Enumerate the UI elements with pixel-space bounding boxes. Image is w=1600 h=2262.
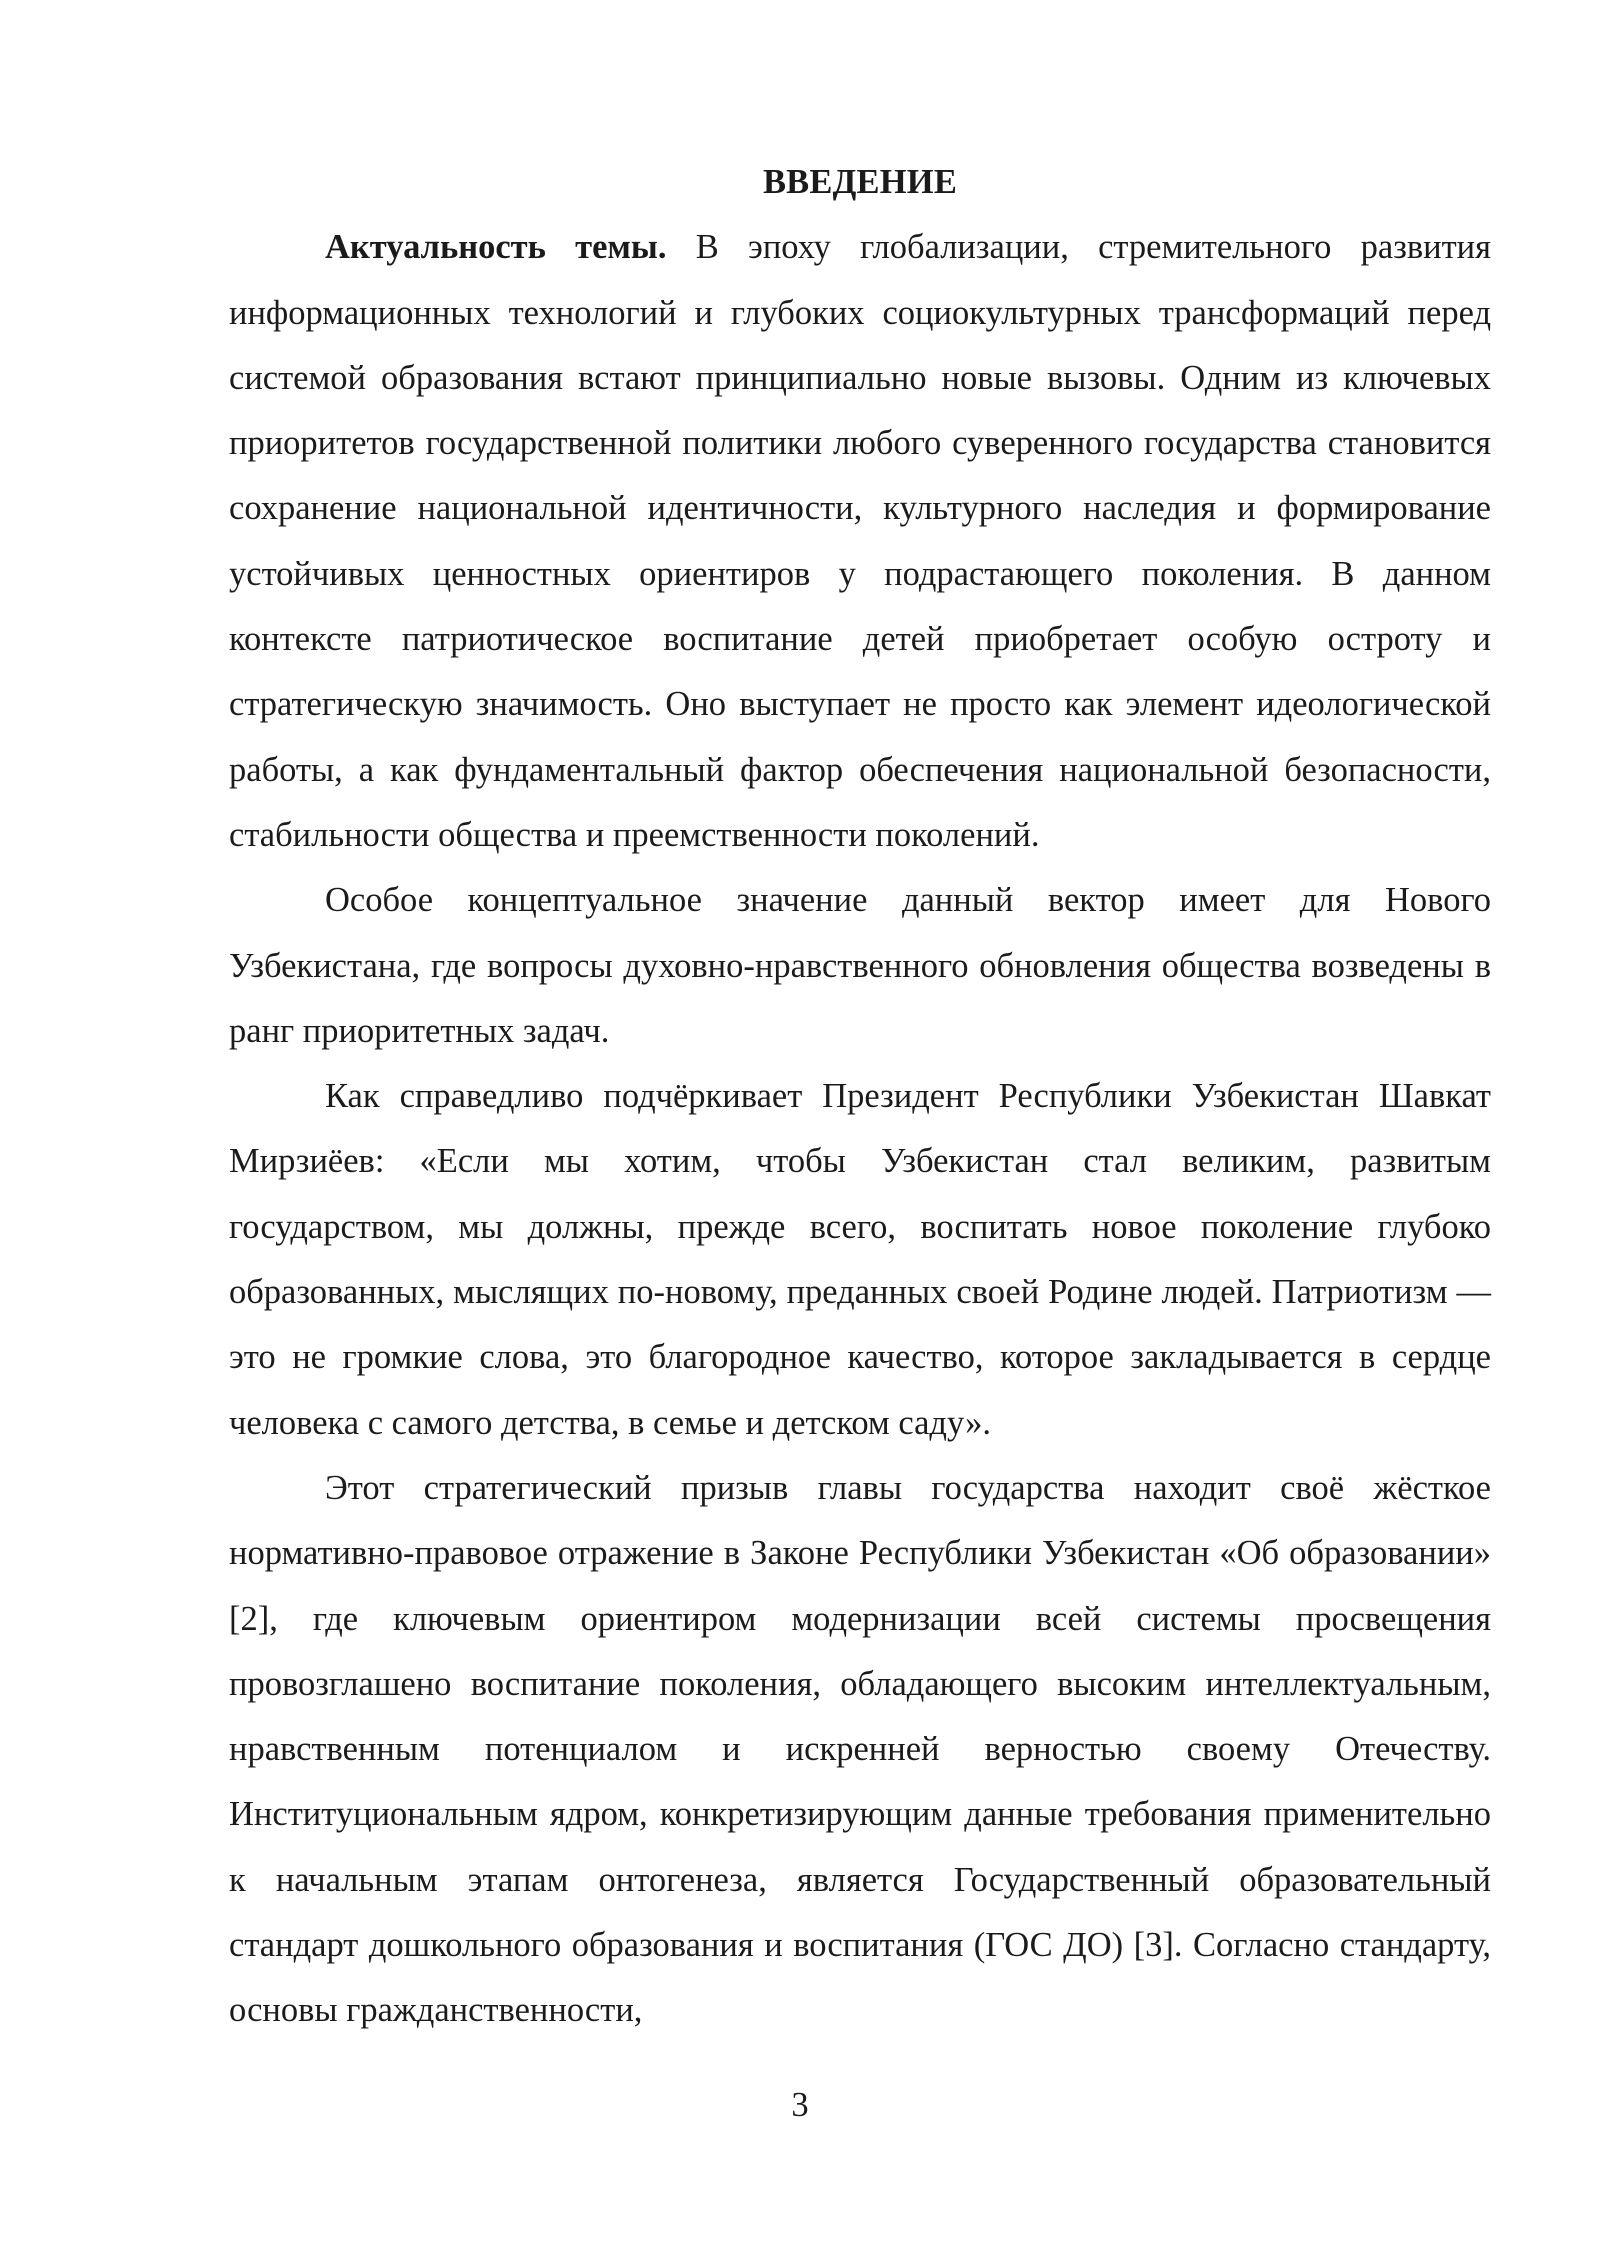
paragraph-text: Этот стратегический призыв главы государства находит своё жёсткое нормативно-правовое отражение в Законе Республики Узбекистан «Об образовании» [2], где ключевым ориентиром модернизации всей системы просвещения провозглашено воспитание поколения, обладающего высоким интеллектуальным, нравственным потенциалом и искренней верностью своему Отечеству. Институциональным ядром, конкретизирующим данные требования применительно к начальным этапам онтогенеза, является Государственный образовательный стандарт дошкольного образования и воспитания (ГОС ДО) [3]. Согласно стандарту, основы гражданственности, xyxy=(229,1468,1491,2030)
paragraph-text: Особое концептуальное значение данный вектор имеет для Нового Узбекистана, где вопросы духовно-нравственного обновления общества возведены в ранг приоритетных задач. xyxy=(229,881,1491,1050)
paragraph-text: В эпоху глобализации, стремительного развития информационных технологий и глубоких социокультурных трансформаций перед системой образования встают принципиально новые вызовы. Одним из ключевых приоритетов государственной политики любого суверенного государства становится сохранение национальной идентичности, культурного наследия и формирование устойчивых ценностных ориентиров у подрастающего поколения. В данном контексте патриотическое воспитание детей приобретает особую остроту и стратегическую значимость. Оно выступает не просто как элемент идеологической работы, а как фундаментальный фактор обеспечения национальной безопасности, стабильности общества и преемственности поколений. xyxy=(229,228,1492,854)
page-body xyxy=(229,150,1491,2044)
paragraph-law-and-standard xyxy=(229,1456,1491,2044)
paragraph-president-quote xyxy=(229,1064,1491,1456)
paragraph-relevance xyxy=(229,215,1491,868)
paragraph-new-uzbekistan xyxy=(229,868,1491,1064)
paragraph-text: Как справедливо подчёркивает Президент Республики Узбекистан Шавкат Мирзиёев: «Если мы хотим, чтобы Узбекистан стал великим, развитым государством, мы должны, прежде всего, воспитать новое поколение глубоко образованных, мыслящих по-новому, преданных своей Родине людей. Патриотизм — это не громкие слова, это благородное качество, которое закладывается в сердце человека с самого детства, в семье и детском саду». xyxy=(229,1077,1491,1442)
paragraph-lead-bold: Актуальность темы. xyxy=(325,228,667,267)
page-number: 3 xyxy=(791,2086,809,2124)
section-title: ВВЕДЕНИЕ xyxy=(762,163,958,201)
